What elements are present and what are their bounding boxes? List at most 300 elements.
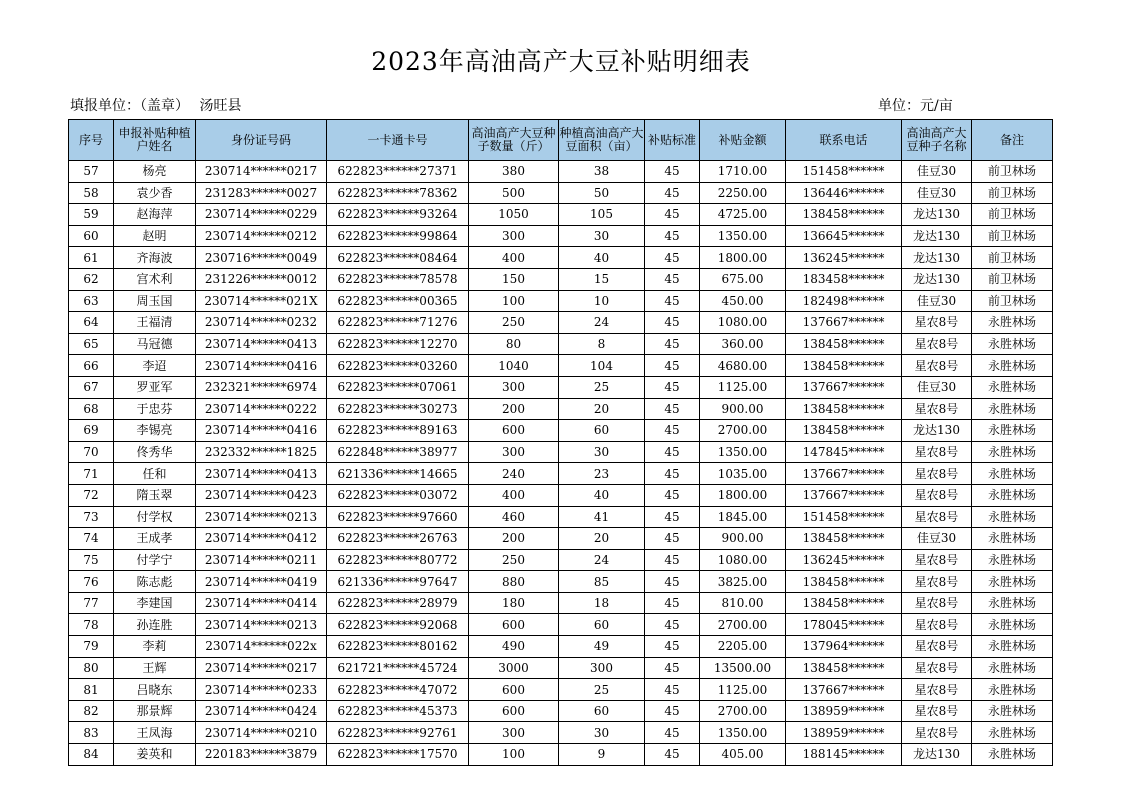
cell-no: 72 bbox=[69, 484, 114, 506]
table-row bbox=[69, 679, 1053, 701]
cell-subsidy-amount: 1710.00 bbox=[700, 161, 786, 183]
cell-phone: 138959****** bbox=[786, 722, 902, 744]
cell-name: 赵明 bbox=[114, 225, 196, 247]
cell-card-number: 622823******07061 bbox=[327, 376, 469, 398]
cell-card-number: 622823******80162 bbox=[327, 636, 469, 658]
cell-seed-quantity: 80 bbox=[469, 333, 559, 355]
cell-id-number: 230714******0213 bbox=[196, 506, 327, 528]
cell-subsidy-amount: 675.00 bbox=[700, 268, 786, 290]
cell-name: 齐海波 bbox=[114, 247, 196, 269]
cell-note: 前卫林场 bbox=[972, 225, 1053, 247]
cell-note: 永胜林场 bbox=[972, 571, 1053, 593]
cell-subsidy-amount: 1125.00 bbox=[700, 376, 786, 398]
table-row bbox=[69, 571, 1053, 593]
cell-phone: 136645****** bbox=[786, 225, 902, 247]
cell-phone: 138458****** bbox=[786, 355, 902, 377]
cell-seed-variety: 佳豆30 bbox=[902, 290, 972, 312]
cell-id-number: 230714******0217 bbox=[196, 657, 327, 679]
header-planting-area: 种植高油高产大豆面积（亩） bbox=[559, 120, 645, 161]
table-row bbox=[69, 549, 1053, 571]
cell-seed-variety: 星农8号 bbox=[902, 355, 972, 377]
cell-phone: 138458****** bbox=[786, 398, 902, 420]
cell-note: 永胜林场 bbox=[972, 657, 1053, 679]
cell-phone: 138458****** bbox=[786, 333, 902, 355]
cell-seed-variety: 星农8号 bbox=[902, 312, 972, 334]
reporting-unit-name: 汤旺县 bbox=[199, 98, 242, 114]
cell-seed-variety: 星农8号 bbox=[902, 506, 972, 528]
cell-seed-variety: 星农8号 bbox=[902, 592, 972, 614]
cell-id-number: 232332******1825 bbox=[196, 441, 327, 463]
table-row bbox=[69, 225, 1053, 247]
cell-planting-area: 50 bbox=[559, 182, 645, 204]
cell-no: 81 bbox=[69, 679, 114, 701]
cell-subsidy-standard: 45 bbox=[645, 398, 700, 420]
cell-card-number: 621336******97647 bbox=[327, 571, 469, 593]
cell-subsidy-amount: 1080.00 bbox=[700, 549, 786, 571]
table-row bbox=[69, 247, 1053, 269]
cell-id-number: 230714******0233 bbox=[196, 679, 327, 701]
cell-note: 永胜林场 bbox=[972, 679, 1053, 701]
cell-note: 永胜林场 bbox=[972, 484, 1053, 506]
cell-planting-area: 105 bbox=[559, 204, 645, 226]
cell-subsidy-standard: 45 bbox=[645, 441, 700, 463]
page-title: 2023年高油高产大豆补贴明细表 bbox=[371, 47, 751, 76]
cell-no: 73 bbox=[69, 506, 114, 528]
cell-subsidy-amount: 1350.00 bbox=[700, 225, 786, 247]
cell-card-number: 622823******45373 bbox=[327, 700, 469, 722]
cell-card-number: 622848******38977 bbox=[327, 441, 469, 463]
cell-seed-variety: 星农8号 bbox=[902, 614, 972, 636]
cell-subsidy-amount: 1800.00 bbox=[700, 247, 786, 269]
cell-name: 赵海萍 bbox=[114, 204, 196, 226]
cell-id-number: 230714******0213 bbox=[196, 614, 327, 636]
cell-subsidy-amount: 1350.00 bbox=[700, 722, 786, 744]
cell-name: 李锡亮 bbox=[114, 420, 196, 442]
cell-seed-quantity: 490 bbox=[469, 636, 559, 658]
table-row bbox=[69, 182, 1053, 204]
table-row bbox=[69, 614, 1053, 636]
cell-id-number: 230714******0212 bbox=[196, 225, 327, 247]
cell-subsidy-standard: 45 bbox=[645, 679, 700, 701]
cell-subsidy-standard: 45 bbox=[645, 225, 700, 247]
cell-phone: 137667****** bbox=[786, 312, 902, 334]
cell-subsidy-standard: 45 bbox=[645, 614, 700, 636]
cell-seed-quantity: 300 bbox=[469, 722, 559, 744]
cell-planting-area: 30 bbox=[559, 441, 645, 463]
cell-no: 69 bbox=[69, 420, 114, 442]
cell-id-number: 231226******0012 bbox=[196, 268, 327, 290]
cell-note: 永胜林场 bbox=[972, 463, 1053, 485]
cell-card-number: 622823******08464 bbox=[327, 247, 469, 269]
cell-no: 71 bbox=[69, 463, 114, 485]
cell-no: 84 bbox=[69, 744, 114, 766]
cell-id-number: 230714******0210 bbox=[196, 722, 327, 744]
table-row bbox=[69, 441, 1053, 463]
cell-seed-quantity: 600 bbox=[469, 614, 559, 636]
cell-seed-variety: 星农8号 bbox=[902, 657, 972, 679]
cell-seed-quantity: 150 bbox=[469, 268, 559, 290]
cell-phone: 138458****** bbox=[786, 420, 902, 442]
cell-subsidy-amount: 405.00 bbox=[700, 744, 786, 766]
cell-seed-quantity: 460 bbox=[469, 506, 559, 528]
cell-note: 前卫林场 bbox=[972, 204, 1053, 226]
cell-planting-area: 25 bbox=[559, 376, 645, 398]
cell-seed-variety: 佳豆30 bbox=[902, 376, 972, 398]
cell-phone: 151458****** bbox=[786, 161, 902, 183]
cell-planting-area: 15 bbox=[559, 268, 645, 290]
table-row bbox=[69, 722, 1053, 744]
table-row bbox=[69, 312, 1053, 334]
cell-name: 王凤海 bbox=[114, 722, 196, 744]
cell-phone: 188145****** bbox=[786, 744, 902, 766]
cell-note: 前卫林场 bbox=[972, 290, 1053, 312]
cell-no: 63 bbox=[69, 290, 114, 312]
cell-phone: 151458****** bbox=[786, 506, 902, 528]
cell-name: 罗亚军 bbox=[114, 376, 196, 398]
table-row bbox=[69, 268, 1053, 290]
reporting-unit bbox=[70, 95, 247, 115]
cell-id-number: 230714******0419 bbox=[196, 571, 327, 593]
cell-id-number: 230714******0217 bbox=[196, 161, 327, 183]
cell-note: 永胜林场 bbox=[972, 312, 1053, 334]
table-row bbox=[69, 484, 1053, 506]
cell-name: 任和 bbox=[114, 463, 196, 485]
cell-note: 永胜林场 bbox=[972, 398, 1053, 420]
cell-subsidy-amount: 810.00 bbox=[700, 592, 786, 614]
cell-planting-area: 8 bbox=[559, 333, 645, 355]
cell-card-number: 622823******03260 bbox=[327, 355, 469, 377]
cell-subsidy-standard: 45 bbox=[645, 506, 700, 528]
cell-no: 67 bbox=[69, 376, 114, 398]
cell-planting-area: 60 bbox=[559, 700, 645, 722]
cell-subsidy-amount: 2700.00 bbox=[700, 700, 786, 722]
cell-seed-quantity: 200 bbox=[469, 528, 559, 550]
cell-seed-variety: 龙达130 bbox=[902, 420, 972, 442]
cell-card-number: 622823******47072 bbox=[327, 679, 469, 701]
cell-seed-quantity: 300 bbox=[469, 225, 559, 247]
table-row bbox=[69, 463, 1053, 485]
cell-no: 79 bbox=[69, 636, 114, 658]
cell-seed-quantity: 300 bbox=[469, 376, 559, 398]
cell-note: 永胜林场 bbox=[972, 592, 1053, 614]
cell-note: 永胜林场 bbox=[972, 744, 1053, 766]
table-row bbox=[69, 744, 1053, 766]
cell-note: 永胜林场 bbox=[972, 420, 1053, 442]
cell-no: 66 bbox=[69, 355, 114, 377]
cell-seed-quantity: 100 bbox=[469, 290, 559, 312]
cell-seed-quantity: 300 bbox=[469, 441, 559, 463]
cell-seed-quantity: 380 bbox=[469, 161, 559, 183]
cell-subsidy-amount: 2700.00 bbox=[700, 420, 786, 442]
cell-seed-variety: 星农8号 bbox=[902, 333, 972, 355]
cell-name: 王成孝 bbox=[114, 528, 196, 550]
cell-id-number: 230714******0412 bbox=[196, 528, 327, 550]
cell-planting-area: 23 bbox=[559, 463, 645, 485]
cell-planting-area: 24 bbox=[559, 549, 645, 571]
table-row bbox=[69, 204, 1053, 226]
measurement-unit: 单位：元/亩 bbox=[878, 98, 953, 114]
cell-note: 前卫林场 bbox=[972, 161, 1053, 183]
cell-subsidy-amount: 900.00 bbox=[700, 528, 786, 550]
cell-card-number: 622823******80772 bbox=[327, 549, 469, 571]
cell-planting-area: 60 bbox=[559, 420, 645, 442]
cell-seed-variety: 星农8号 bbox=[902, 484, 972, 506]
cell-note: 永胜林场 bbox=[972, 528, 1053, 550]
cell-no: 59 bbox=[69, 204, 114, 226]
header-phone: 联系电话 bbox=[786, 120, 902, 161]
cell-name: 王辉 bbox=[114, 657, 196, 679]
cell-phone: 136245****** bbox=[786, 549, 902, 571]
cell-subsidy-amount: 1845.00 bbox=[700, 506, 786, 528]
header-no: 序号 bbox=[69, 120, 114, 161]
cell-phone: 136446****** bbox=[786, 182, 902, 204]
cell-seed-variety: 龙达130 bbox=[902, 225, 972, 247]
cell-phone: 137964****** bbox=[786, 636, 902, 658]
cell-card-number: 622823******92068 bbox=[327, 614, 469, 636]
subsidy-table bbox=[68, 119, 1053, 766]
cell-phone: 178045****** bbox=[786, 614, 902, 636]
cell-seed-variety: 龙达130 bbox=[902, 744, 972, 766]
cell-no: 62 bbox=[69, 268, 114, 290]
cell-planting-area: 104 bbox=[559, 355, 645, 377]
table-row bbox=[69, 355, 1053, 377]
table-row bbox=[69, 592, 1053, 614]
cell-subsidy-standard: 45 bbox=[645, 744, 700, 766]
cell-seed-quantity: 250 bbox=[469, 312, 559, 334]
cell-seed-quantity: 100 bbox=[469, 744, 559, 766]
cell-seed-variety: 佳豆30 bbox=[902, 182, 972, 204]
cell-planting-area: 20 bbox=[559, 528, 645, 550]
cell-seed-variety: 星农8号 bbox=[902, 722, 972, 744]
cell-seed-quantity: 600 bbox=[469, 420, 559, 442]
table-row bbox=[69, 700, 1053, 722]
cell-subsidy-amount: 1800.00 bbox=[700, 484, 786, 506]
cell-no: 77 bbox=[69, 592, 114, 614]
cell-planting-area: 30 bbox=[559, 722, 645, 744]
cell-subsidy-standard: 45 bbox=[645, 700, 700, 722]
cell-card-number: 622823******89163 bbox=[327, 420, 469, 442]
cell-name: 王福清 bbox=[114, 312, 196, 334]
table-row bbox=[69, 420, 1053, 442]
cell-card-number: 622823******30273 bbox=[327, 398, 469, 420]
cell-subsidy-amount: 4725.00 bbox=[700, 204, 786, 226]
cell-card-number: 622823******93264 bbox=[327, 204, 469, 226]
cell-seed-variety: 星农8号 bbox=[902, 441, 972, 463]
cell-seed-variety: 星农8号 bbox=[902, 700, 972, 722]
header-seed-quantity: 高油高产大豆种子数量（斤） bbox=[469, 120, 559, 161]
cell-phone: 138458****** bbox=[786, 571, 902, 593]
cell-phone: 137667****** bbox=[786, 463, 902, 485]
cell-id-number: 231283******0027 bbox=[196, 182, 327, 204]
cell-subsidy-amount: 2250.00 bbox=[700, 182, 786, 204]
cell-planting-area: 49 bbox=[559, 636, 645, 658]
cell-subsidy-amount: 4680.00 bbox=[700, 355, 786, 377]
cell-note: 前卫林场 bbox=[972, 268, 1053, 290]
cell-id-number: 230714******0232 bbox=[196, 312, 327, 334]
cell-subsidy-amount: 13500.00 bbox=[700, 657, 786, 679]
cell-subsidy-standard: 45 bbox=[645, 420, 700, 442]
cell-subsidy-standard: 45 bbox=[645, 636, 700, 658]
cell-subsidy-standard: 45 bbox=[645, 592, 700, 614]
cell-planting-area: 38 bbox=[559, 161, 645, 183]
cell-subsidy-amount: 1080.00 bbox=[700, 312, 786, 334]
cell-seed-variety: 龙达130 bbox=[902, 247, 972, 269]
cell-subsidy-amount: 2700.00 bbox=[700, 614, 786, 636]
cell-card-number: 621336******14665 bbox=[327, 463, 469, 485]
cell-subsidy-amount: 2205.00 bbox=[700, 636, 786, 658]
table-row bbox=[69, 290, 1053, 312]
cell-subsidy-standard: 45 bbox=[645, 247, 700, 269]
cell-card-number: 622823******71276 bbox=[327, 312, 469, 334]
cell-subsidy-standard: 45 bbox=[645, 182, 700, 204]
cell-note: 永胜林场 bbox=[972, 549, 1053, 571]
cell-subsidy-standard: 45 bbox=[645, 376, 700, 398]
cell-no: 61 bbox=[69, 247, 114, 269]
table-row bbox=[69, 506, 1053, 528]
cell-name: 杨亮 bbox=[114, 161, 196, 183]
header-subsidy-standard: 补贴标准 bbox=[645, 120, 700, 161]
cell-card-number: 621721******45724 bbox=[327, 657, 469, 679]
cell-seed-quantity: 600 bbox=[469, 679, 559, 701]
cell-note: 永胜林场 bbox=[972, 614, 1053, 636]
cell-no: 75 bbox=[69, 549, 114, 571]
cell-seed-quantity: 400 bbox=[469, 247, 559, 269]
cell-seed-quantity: 1050 bbox=[469, 204, 559, 226]
cell-id-number: 230714******0424 bbox=[196, 700, 327, 722]
cell-no: 80 bbox=[69, 657, 114, 679]
header-card-number: 一卡通卡号 bbox=[327, 120, 469, 161]
cell-name: 孙连胜 bbox=[114, 614, 196, 636]
cell-name: 付学权 bbox=[114, 506, 196, 528]
table-row bbox=[69, 636, 1053, 658]
cell-phone: 182498****** bbox=[786, 290, 902, 312]
cell-card-number: 622823******78578 bbox=[327, 268, 469, 290]
cell-seed-quantity: 400 bbox=[469, 484, 559, 506]
table-row bbox=[69, 528, 1053, 550]
cell-seed-variety: 星农8号 bbox=[902, 636, 972, 658]
cell-id-number: 232321******6974 bbox=[196, 376, 327, 398]
cell-no: 58 bbox=[69, 182, 114, 204]
cell-planting-area: 24 bbox=[559, 312, 645, 334]
cell-no: 60 bbox=[69, 225, 114, 247]
cell-phone: 137667****** bbox=[786, 679, 902, 701]
cell-note: 永胜林场 bbox=[972, 506, 1053, 528]
cell-card-number: 622823******12270 bbox=[327, 333, 469, 355]
cell-card-number: 622823******97660 bbox=[327, 506, 469, 528]
cell-note: 前卫林场 bbox=[972, 182, 1053, 204]
cell-no: 82 bbox=[69, 700, 114, 722]
cell-subsidy-standard: 45 bbox=[645, 657, 700, 679]
cell-card-number: 622823******00365 bbox=[327, 290, 469, 312]
cell-seed-quantity: 200 bbox=[469, 398, 559, 420]
cell-subsidy-standard: 45 bbox=[645, 571, 700, 593]
cell-note: 永胜林场 bbox=[972, 355, 1053, 377]
cell-planting-area: 18 bbox=[559, 592, 645, 614]
cell-card-number: 622823******26763 bbox=[327, 528, 469, 550]
reporting-unit-label: 填报单位：（盖章） bbox=[70, 98, 189, 114]
cell-card-number: 622823******99864 bbox=[327, 225, 469, 247]
cell-seed-quantity: 240 bbox=[469, 463, 559, 485]
cell-no: 68 bbox=[69, 398, 114, 420]
cell-planting-area: 20 bbox=[559, 398, 645, 420]
cell-note: 永胜林场 bbox=[972, 636, 1053, 658]
table-row bbox=[69, 376, 1053, 398]
cell-planting-area: 60 bbox=[559, 614, 645, 636]
cell-subsidy-standard: 45 bbox=[645, 290, 700, 312]
cell-no: 57 bbox=[69, 161, 114, 183]
cell-seed-variety: 星农8号 bbox=[902, 571, 972, 593]
cell-subsidy-standard: 45 bbox=[645, 463, 700, 485]
cell-subsidy-amount: 1125.00 bbox=[700, 679, 786, 701]
cell-name: 袁少香 bbox=[114, 182, 196, 204]
table-row bbox=[69, 161, 1053, 183]
table-row bbox=[69, 333, 1053, 355]
cell-seed-variety: 星农8号 bbox=[902, 549, 972, 571]
cell-subsidy-amount: 3825.00 bbox=[700, 571, 786, 593]
cell-id-number: 230714******0211 bbox=[196, 549, 327, 571]
cell-card-number: 622823******28979 bbox=[327, 592, 469, 614]
cell-note: 永胜林场 bbox=[972, 376, 1053, 398]
cell-no: 74 bbox=[69, 528, 114, 550]
table-row bbox=[69, 657, 1053, 679]
cell-card-number: 622823******78362 bbox=[327, 182, 469, 204]
cell-seed-quantity: 880 bbox=[469, 571, 559, 593]
cell-planting-area: 30 bbox=[559, 225, 645, 247]
cell-phone: 147845****** bbox=[786, 441, 902, 463]
cell-name: 李建国 bbox=[114, 592, 196, 614]
cell-name: 吕晓东 bbox=[114, 679, 196, 701]
cell-name: 于忠芬 bbox=[114, 398, 196, 420]
cell-no: 64 bbox=[69, 312, 114, 334]
cell-id-number: 230716******0049 bbox=[196, 247, 327, 269]
cell-planting-area: 85 bbox=[559, 571, 645, 593]
cell-card-number: 622823******92761 bbox=[327, 722, 469, 744]
cell-seed-variety: 星农8号 bbox=[902, 679, 972, 701]
cell-name: 马冠德 bbox=[114, 333, 196, 355]
cell-id-number: 230714******022x bbox=[196, 636, 327, 658]
header-subsidy-amount: 补贴金额 bbox=[700, 120, 786, 161]
cell-subsidy-standard: 45 bbox=[645, 722, 700, 744]
header-id-number: 身份证号码 bbox=[196, 120, 327, 161]
cell-phone: 138959****** bbox=[786, 700, 902, 722]
cell-no: 78 bbox=[69, 614, 114, 636]
cell-seed-variety: 星农8号 bbox=[902, 398, 972, 420]
cell-subsidy-standard: 45 bbox=[645, 355, 700, 377]
cell-phone: 183458****** bbox=[786, 268, 902, 290]
cell-name: 陈志彪 bbox=[114, 571, 196, 593]
cell-no: 70 bbox=[69, 441, 114, 463]
cell-seed-variety: 龙达130 bbox=[902, 268, 972, 290]
cell-card-number: 622823******17570 bbox=[327, 744, 469, 766]
cell-name: 那景辉 bbox=[114, 700, 196, 722]
cell-id-number: 230714******0222 bbox=[196, 398, 327, 420]
cell-subsidy-standard: 45 bbox=[645, 528, 700, 550]
cell-planting-area: 300 bbox=[559, 657, 645, 679]
cell-id-number: 220183******3879 bbox=[196, 744, 327, 766]
cell-phone: 136245****** bbox=[786, 247, 902, 269]
cell-subsidy-amount: 450.00 bbox=[700, 290, 786, 312]
cell-seed-variety: 星农8号 bbox=[902, 463, 972, 485]
cell-name: 李莉 bbox=[114, 636, 196, 658]
cell-phone: 138458****** bbox=[786, 204, 902, 226]
cell-seed-variety: 佳豆30 bbox=[902, 528, 972, 550]
cell-planting-area: 41 bbox=[559, 506, 645, 528]
cell-name: 姜英和 bbox=[114, 744, 196, 766]
cell-name: 周玉国 bbox=[114, 290, 196, 312]
cell-subsidy-standard: 45 bbox=[645, 268, 700, 290]
header-seed-variety: 高油高产大豆种子名称 bbox=[902, 120, 972, 161]
cell-no: 65 bbox=[69, 333, 114, 355]
